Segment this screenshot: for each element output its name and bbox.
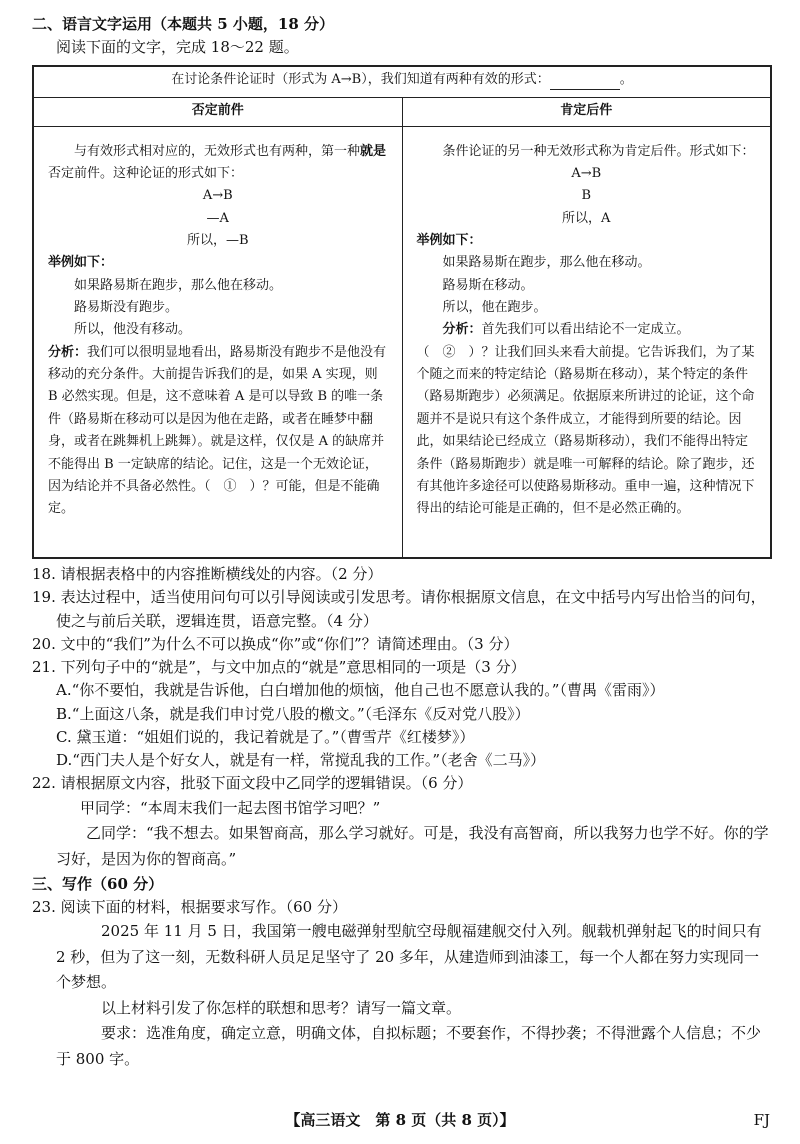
right-formula-2: B <box>581 188 592 204</box>
answer-blank <box>550 71 620 91</box>
question-21: 21. 下列句子中的“就是”，与文中加点的“就是”意思相同的一项是（3 分） <box>32 658 526 676</box>
exam-page <box>32 14 772 1072</box>
right-example-label: 举例如下： <box>416 232 482 248</box>
left-analysis-text: 我们可以很明显地看出，路易斯没有跑步不是他没有移动的充分条件。大前提告诉我们的是，如果 A 实现，则 B 必然实现。但是，这不意味着 A 是可以导致 B 的唯一条件（路易斯在移动可以是因为他在走路，或者在睡梦中翻身，或者在跳舞机上跳舞）。就是这样，仅仅是 A 的缺席并不能得出 B 一定缺席的结论。记住，这是一个无效论证，因为结论并不具备必然性。（ ① ）？可能，但是不能确定。 <box>48 344 387 517</box>
section-3-title: 三、写作（60 分） <box>32 875 164 893</box>
question-23: 23. 阅读下面的材料，根据要求写作。（60 分） <box>32 897 347 916</box>
left-example-3: 所以，他没有移动。 <box>74 322 192 338</box>
left-p1-rest: 否定前件。这种论证的形式如下： <box>48 165 244 181</box>
right-analysis: （ ② ）？让我们回头来看大前提。它告诉我们，为了某个随之而来的特定结论（路易斯在移动），某个特定的条件（路易斯跑步）必须满足。依据原来所讲过的论证，这个命题并不是说只有这个条件成立，才能得到所要的结论。因此，如果结论已经成立（路易斯移动），我们不能得出特定条件（路易斯跑步）就是唯一可解释的结论。除了跑步，还有其他许多途径可以使路易斯移动。重申一遍，这种情况下得出的结论可能是正确的，但不是必然正确的。 <box>416 344 755 517</box>
dialogue-student-a: 甲同学：“本周末我们一起去图书馆学习吧？” <box>80 798 381 817</box>
essay-requirements: 要求：选准角度，确定立意，明确文体，自拟标题；不要套作，不得抄袭；不得泄露个人信息；不少于 800 字。 <box>56 1024 762 1068</box>
right-formula-3: 所以，A <box>562 210 611 226</box>
essay-material: 2025 年 11 月 5 日，我国第一艘电磁弹射型航空母舰福建舰交付入列。舰载机弹射起飞的时间只有 2 秒，但为了这一刻，无数科研人员足足坚守了 20 多年，从建造师到油漆工，每一个人都在努力实现同一个梦想。 <box>56 922 762 991</box>
col-head-left: 否定前件 <box>33 97 402 126</box>
emphasized-word: 就是 <box>360 143 387 159</box>
right-analysis-first-text: 首先我们可以看出结论不一定成立。 <box>481 322 690 338</box>
left-formula-3: 所以，—B <box>186 232 249 248</box>
question-21-option-d: D.“西门夫人是个好女人，就是有一样，常搅乱我的工作。”（老舍《二马》） <box>56 751 546 769</box>
right-analysis-label: 分析： <box>442 322 482 338</box>
question-21-option-b: B.“上面这八条，就是我们申讨党八股的檄文。”（毛泽东《反对党八股》） <box>56 704 530 723</box>
table-top-row <box>33 66 771 98</box>
questions-block <box>32 563 772 872</box>
section-2-title: 二、语言文字运用（本题共 5 小题，18 分） <box>32 15 334 33</box>
col-head-right: 肯定后件 <box>402 97 771 126</box>
left-example-label: 举例如下： <box>48 255 114 271</box>
dialogue-student-b: 乙同学：“我不想去。如果智商高，那么学习就好。可是，我没有高智商，所以我努力也学不好。你的学习好，是因为你的智商高。” <box>56 824 769 868</box>
right-example-3: 所以，他在跑步。 <box>442 300 547 316</box>
question-20: 20. 文中的“我们”为什么不可以换成“你”或“你们”？请简述理由。（3 分） <box>32 634 519 653</box>
right-example-2: 路易斯在移动。 <box>442 277 534 293</box>
left-example-2: 路易斯没有跑步。 <box>74 300 179 316</box>
left-example-1: 如果路易斯在跑步，那么他在移动。 <box>74 277 283 293</box>
left-p1 <box>48 141 388 186</box>
left-cell <box>33 126 402 558</box>
footer-code: FJ <box>753 1111 770 1129</box>
table-top-suffix: 。 <box>619 71 633 87</box>
left-p1-text: 与有效形式相对应的，无效形式也有两种，第一种 <box>74 143 361 159</box>
left-analysis-label: 分析： <box>48 344 88 360</box>
question-19: 19. 表达过程中，适当使用问句可以引导阅读或引发思考。请你根据原文信息，在文中括号内写出恰当的问句，使之与前后关联，逻辑连贯，语意完整。（4 分） <box>32 588 766 630</box>
reading-table <box>32 65 772 560</box>
left-analysis <box>48 342 388 521</box>
right-p1: 条件论证的另一种无效形式称为肯定后件。形式如下： <box>442 143 755 159</box>
right-formula-1: A→B <box>571 165 602 181</box>
page-footer: 【高三语文 第 8 页（共 8 页）】 <box>285 1111 515 1129</box>
essay-prompt: 以上材料引发了你怎样的联想和思考？请写一篇文章。 <box>101 998 462 1017</box>
question-18: 18. 请根据表格中的内容推断横线处的内容。（2 分） <box>32 565 383 583</box>
right-analysis-first <box>417 319 757 341</box>
left-formula-1: A→B <box>202 188 233 204</box>
section-2-intro: 阅读下面的文字，完成 18～22 题。 <box>56 37 299 56</box>
right-cell <box>402 126 771 558</box>
question-21-option-a: A.“你不要怕，我就是告诉他，白白增加他的烦恼，他自己也不愿意认我的。”（曹禺《雷雨》） <box>56 681 665 700</box>
question-22: 22. 请根据原文内容，批驳下面文段中乙同学的逻辑错误。（6 分） <box>32 774 473 793</box>
question-21-option-c: C. 黛玉道：“姐姐们说的，我记着就是了。”（曹雪芹《红楼梦》） <box>56 727 475 746</box>
table-top-text: 在讨论条件论证时（形式为 A→B），我们知道有两种有效的形式： <box>171 71 550 87</box>
left-formula-2: —A <box>206 210 229 226</box>
right-example-1: 如果路易斯在跑步，那么他在移动。 <box>442 255 651 271</box>
